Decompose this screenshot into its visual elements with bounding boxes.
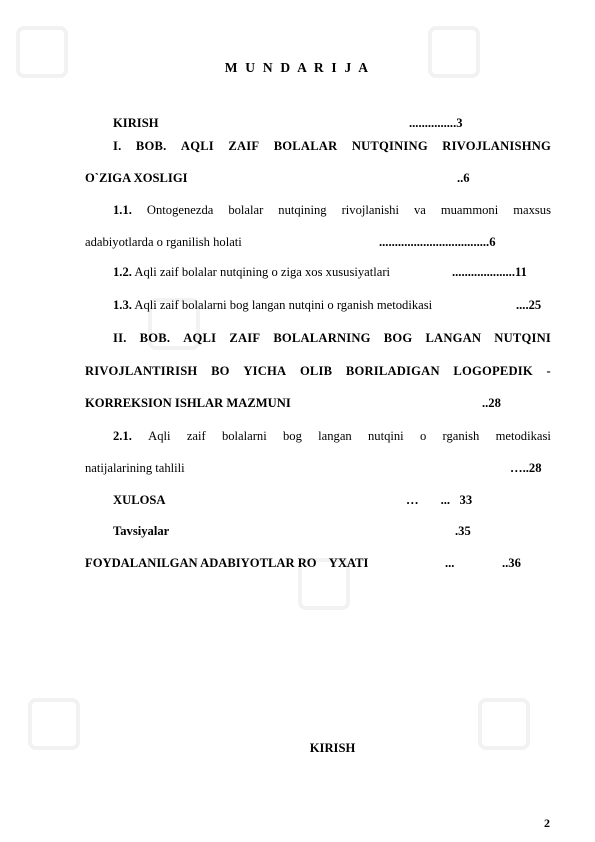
section-heading: KIRISH bbox=[309, 741, 356, 755]
toc-s13 bbox=[113, 299, 432, 312]
w: LOGOPEDIK bbox=[453, 364, 533, 378]
toc-s13-page: ....25 bbox=[516, 298, 542, 312]
toc-s11-label: adabiyotlarda o rganilish holati bbox=[85, 235, 242, 249]
toc-s13-num: 1.3. bbox=[113, 298, 132, 312]
toc-tavsiyalar-page: .35 bbox=[455, 524, 471, 538]
w: BOB. bbox=[139, 331, 171, 345]
toc-s12-num: 1.2. bbox=[113, 265, 132, 279]
w: Aqli bbox=[148, 429, 171, 443]
w: va bbox=[413, 203, 426, 217]
w: BOLALARNING bbox=[273, 331, 371, 345]
w: muammoni bbox=[440, 203, 499, 217]
toc-xulosa-page: … ... 33 bbox=[406, 493, 473, 507]
toc-bob2-line2 bbox=[85, 364, 551, 379]
w: maxsus bbox=[513, 203, 551, 217]
w: ZAIF bbox=[228, 139, 260, 153]
w: BORILADIGAN bbox=[345, 364, 440, 378]
page-number: 2 bbox=[544, 816, 550, 830]
w: zaif bbox=[186, 429, 206, 443]
w: BO bbox=[211, 364, 230, 378]
toc-bob2-page: ..28 bbox=[482, 396, 501, 410]
w: RIVOJLANTIRISH bbox=[85, 364, 198, 378]
toc-s21-label: natijalarining tahlili bbox=[85, 461, 185, 475]
toc-xulosa-label: XULOSA bbox=[113, 493, 166, 507]
w: I. bbox=[113, 139, 122, 153]
w: 1.1. bbox=[113, 203, 132, 217]
toc-s13-label: Aqli zaif bolalarni bog langan nutqini o rganish metodikasi bbox=[131, 298, 433, 312]
w: LANGAN bbox=[425, 331, 482, 345]
toc-s11-line1 bbox=[113, 203, 551, 218]
w: - bbox=[546, 364, 551, 378]
toc-s21-page: …..28 bbox=[510, 461, 542, 475]
w: RIVOJLANISHNG bbox=[442, 139, 551, 153]
w: nutqining bbox=[278, 203, 327, 217]
w: o bbox=[419, 429, 427, 443]
toc-s21-line1 bbox=[113, 429, 551, 444]
toc-foydalanilgan-page1: ... bbox=[445, 556, 455, 570]
w: bog bbox=[282, 429, 302, 443]
w: YICHA bbox=[243, 364, 287, 378]
toc-bob1-line1 bbox=[113, 139, 551, 154]
toc-s12-label: Aqli zaif bolalar nutqining o ziga xos xususiyatlari bbox=[131, 265, 391, 279]
w: langan bbox=[318, 429, 352, 443]
toc-s12-page: ....................11 bbox=[452, 265, 527, 279]
w: BOLALAR bbox=[273, 139, 338, 153]
w: NUTQINING bbox=[351, 139, 428, 153]
w: AQLI bbox=[183, 331, 217, 345]
w: bolalarni bbox=[221, 429, 267, 443]
toc-s12 bbox=[113, 266, 390, 279]
w: nutqini bbox=[367, 429, 404, 443]
toc-foydalanilgan-page2: ..36 bbox=[502, 556, 521, 570]
page-title: M U N D A R I J A bbox=[224, 60, 371, 75]
toc-tavsiyalar-label: Tavsiyalar bbox=[113, 524, 170, 538]
w: NUTQINI bbox=[494, 331, 551, 345]
toc-bob2-line1 bbox=[113, 331, 551, 346]
w: OLIB bbox=[299, 364, 333, 378]
w: BOG bbox=[383, 331, 413, 345]
w: BOB. bbox=[135, 139, 167, 153]
toc-kirish-label: KIRISH bbox=[113, 116, 159, 130]
w: AQLI bbox=[180, 139, 214, 153]
w: metodikasi bbox=[495, 429, 551, 443]
w: II. bbox=[113, 331, 127, 345]
toc-s11-page: ...................................6 bbox=[379, 235, 496, 249]
toc-bob1-page: ..6 bbox=[457, 171, 470, 185]
w: rganish bbox=[442, 429, 480, 443]
toc-bob2-label: KORREKSION ISHLAR MAZMUNI bbox=[85, 396, 291, 410]
toc-foydalanilgan-label: FOYDALANILGAN ADABIYOTLAR RO YXATI bbox=[85, 556, 369, 570]
w: rivojlanishi bbox=[341, 203, 399, 217]
w: Ontogenezda bbox=[146, 203, 214, 217]
w: ZAIF bbox=[229, 331, 261, 345]
toc-kirish-page: ...............3 bbox=[409, 116, 463, 130]
w: bolalar bbox=[228, 203, 264, 217]
w: 2.1. bbox=[113, 429, 132, 443]
toc-bob1-label: O`ZIGA XOSLIGI bbox=[85, 171, 188, 185]
